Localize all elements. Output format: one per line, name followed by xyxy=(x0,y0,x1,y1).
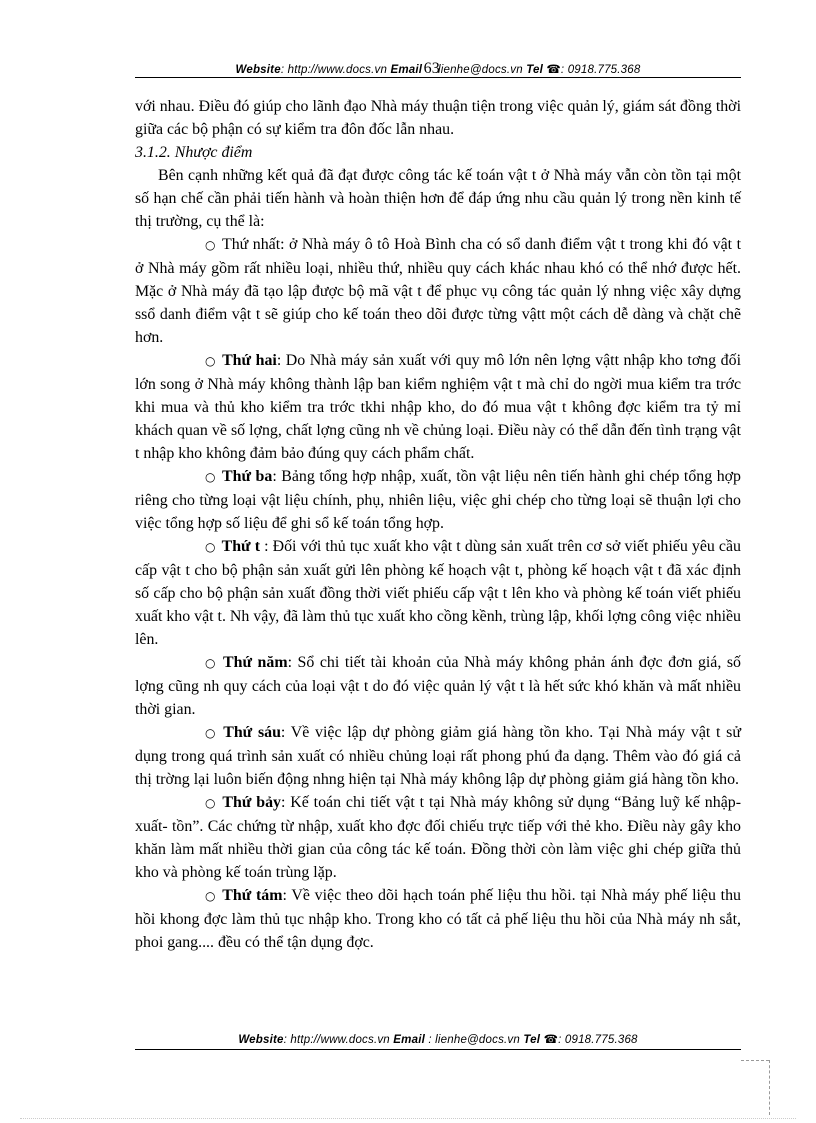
item-text: : Về việc lập dự phòng giảm giá hàng tồn kho. Tại Nhà máy vật t sử dụng trong quá trình sản xuất có nhiều chủng loại rất phong phú đa dạng. Thêm vào đó giá cả thị trờng lại luôn biến động nhng hiện tại Nhà máy không lập dự phòng giảm giá hàng tồn kho. xyxy=(135,724,741,788)
crop-mark xyxy=(769,1060,770,1115)
list-item xyxy=(135,233,741,349)
lead-paragraph: Bên cạnh những kết quả đã đạt được công tác kế toán vật t ở Nhà máy vẫn còn tồn tại một số hạn chế cần phải tiến hành và hoàn thiện hơn để đáp ứng nhu cầu quản lý trong nền kinh tế thị trường, cụ thể là: xyxy=(135,167,741,230)
header-tel-value: : 0918.775.368 xyxy=(560,64,641,76)
item-title: Thứ hai xyxy=(222,352,277,369)
circle-bullet-icon: ○ xyxy=(205,726,218,740)
circle-bullet-icon: ○ xyxy=(205,238,216,252)
item-text: : Do Nhà máy sản xuất với quy mô lớn nên lợng vậtt nhập kho tơng đối lớn song ở Nhà máy không thành lập ban kiểm nghiệm vật t mà chỉ do ngời mua kiểm tra trớc khi mua và thủ kho kiểm tra trớc tkhi nhập kho, do đó mua vật t không đợc kiểm tra tỷ mỉ khách quan về số lợng, chất lợng cũng nh về chủng loại. Điều này có thể dẫn đến tình trạng vật t nhập kho không đảm bảo đúng quy cách phẩm chất. xyxy=(135,352,741,462)
page-edge-line xyxy=(20,1118,796,1119)
page-header xyxy=(135,60,741,78)
header-tel-label: Tel xyxy=(526,64,543,76)
page-footer xyxy=(135,1032,741,1046)
item-text: : Bảng tổng hợp nhập, xuất, tồn vật liệu nên tiến hành ghi chép tổng hợp riêng cho từng loại vật liệu chính, phụ, nhiên liệu, việc ghi chép cho từng loại sẽ thuận lợi cho việc tổng hợp số liệu để ghi sổ kế toán tổng hợp. xyxy=(135,468,741,532)
circle-bullet-icon: ○ xyxy=(205,470,217,484)
item-text: Thứ nhất: ở Nhà máy ô tô Hoà Bình cha có sổ danh điểm vật t trong khi đó vật t ở Nhà máy gồm rất nhiều loại, nhiều thứ, nhiều quy cách khác nhau khó có thể nhớ được hết. Mặc ở Nhà máy đã tạo lập được bộ mã vật t để phục vụ công tác quản lý nhng việc xây dựng ssổ danh điểm vật t sẽ giúp cho kế toán theo dõi được từng vậtt một cách dễ dàng và chặt chẽ hơn. xyxy=(135,236,741,346)
list-item xyxy=(135,465,741,535)
list-item xyxy=(135,651,741,721)
circle-bullet-icon: ○ xyxy=(205,889,217,903)
item-text: : Đối với thủ tục xuất kho vật t dùng sản xuất trên cơ sở viết phiếu yêu cầu cấp vật t cho bộ phận sản xuất gửi lên phòng kế hoạch vật t, phòng kế hoạch vật t đã xác định số cấp cho bộ phận sản xuất đồng thời viết phiếu cấp vật t lên kho và phòng kế toán viết phiếu xuất kho vật t. Nh vậy, đã làm thủ tục xuất kho cồng kềnh, trùng lập, khối lợng công việc nhiều lên. xyxy=(135,538,741,648)
footer-email-label: Email xyxy=(393,1034,425,1046)
list-item xyxy=(135,884,741,954)
list-item xyxy=(135,791,741,884)
telephone-icon: ☎ xyxy=(546,64,561,76)
document-body xyxy=(135,95,741,954)
section-heading: 3.1.2. Nhược điểm xyxy=(135,144,253,161)
item-title: Thứ bảy xyxy=(222,794,281,811)
item-text: : Về việc theo dõi hạch toán phế liệu thu hồi. tại Nhà máy phế liệu thu hồi khong đợc làm thủ tục nhập kho. Trong kho có tất cả phế liệu thu hồi của Nhà máy nh sắt, phoi gang.... đều có thể tận dụng đợc. xyxy=(135,887,741,951)
intro-paragraph: với nhau. Điều đó giúp cho lãnh đạo Nhà máy thuận tiện trong việc quản lý, giám sát đồng thời giữa các bộ phận có sự kiểm tra đôn đốc lẫn nhau. xyxy=(135,98,741,138)
header-website-url[interactable]: : http://www.docs.vn xyxy=(280,64,391,76)
list-item xyxy=(135,349,741,465)
crop-mark xyxy=(741,1060,769,1061)
circle-bullet-icon: ○ xyxy=(205,354,217,368)
item-title: Thứ năm xyxy=(223,654,288,671)
item-title: Thứ tám xyxy=(222,887,283,904)
telephone-icon: ☎ xyxy=(543,1034,559,1046)
footer-website-label: Website xyxy=(238,1034,284,1046)
footer-tel-value: : 0918.775.368 xyxy=(558,1034,638,1046)
circle-bullet-icon: ○ xyxy=(205,540,216,554)
footer-divider xyxy=(135,1049,741,1050)
footer-tel-label: Tel xyxy=(523,1034,541,1046)
circle-bullet-icon: ○ xyxy=(205,796,217,810)
item-title: Thứ sáu xyxy=(223,724,281,741)
item-title: Thứ t xyxy=(221,538,260,555)
circle-bullet-icon: ○ xyxy=(205,656,218,670)
header-website-label: Website xyxy=(235,64,281,76)
header-email-value[interactable]: lienhe@docs.vn xyxy=(437,64,527,76)
item-text: : Kế toán chi tiết vật t tại Nhà máy không sử dụng “Bảng luỹ kế nhập- xuất- tồn”. Các chứng từ nhập, xuất kho đợc đối chiếu trực tiếp với thẻ kho. Điều này gây kho khăn làm mất nhiều thời gian của công tác kế toán. Đồng thời còn làm việc ghi chép giữa thủ kho và phòng kế toán trùng lặp. xyxy=(135,794,741,881)
footer-email-value[interactable]: : lienhe@docs.vn xyxy=(424,1034,524,1046)
item-title: Thứ ba xyxy=(222,468,273,485)
item-text: : Sổ chi tiết tài khoản của Nhà máy không phản ánh đợc đơn giá, số lợng cũng nh quy cách của loại vật t do đó việc quản lý vật t là hết sức khó khăn và mất nhiều thời gian. xyxy=(135,654,741,718)
list-item xyxy=(135,721,741,791)
header-divider xyxy=(135,77,741,78)
list-item xyxy=(135,535,741,651)
page-number: 63 xyxy=(423,60,440,77)
header-email-label: Email xyxy=(390,64,423,76)
footer-website-url[interactable]: : http://www.docs.vn xyxy=(283,1034,394,1046)
